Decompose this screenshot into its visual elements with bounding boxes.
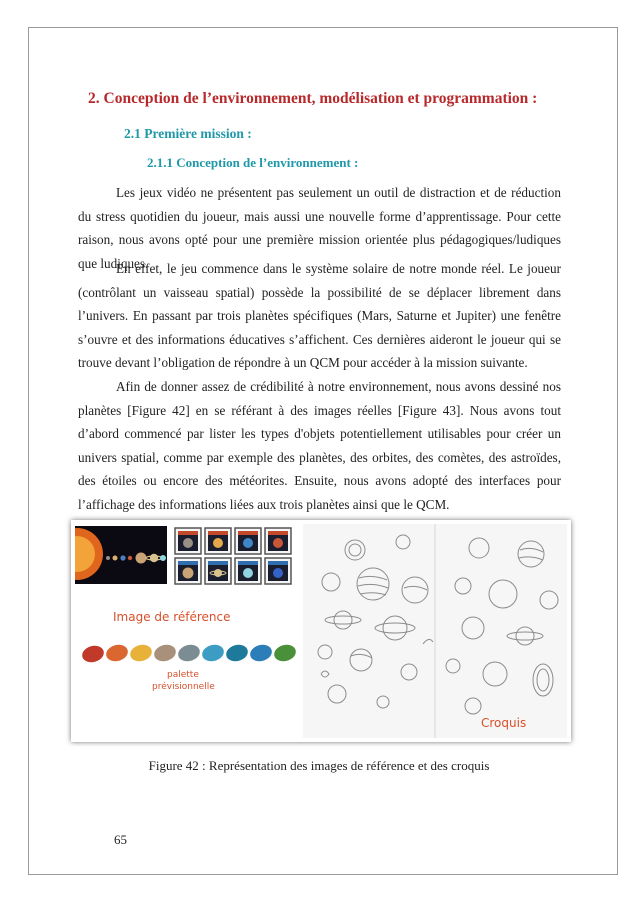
planet-cards	[175, 528, 291, 584]
figure-42	[71, 520, 571, 742]
color-palette	[80, 642, 297, 664]
page-number: 65	[114, 832, 127, 847]
palette-label-line1: palette	[167, 670, 199, 680]
subsubsection-heading: 2.1.1 Conception de l’environnement :	[147, 155, 359, 170]
reference-label: Image de référence	[113, 610, 231, 624]
section-heading: 2. Conception de l’environnement, modélisation et programmation :	[88, 90, 538, 107]
paragraph-3: Afin de donner assez de crédibilité à notre environnement, nous avons dessiné nos planètes [Figure 42] en se référant à des images réelles [Figure 43]. Nous avons tout d’abord commencé par lister les types d'objets potentiellement utilisables pour créer un univers spatial, comme par exemple des planètes, des orbites, des comètes, des astroïdes, des étoiles ou encore des météorites. Ensuite, nous avons adopté des interfaces pour l’affichage des informations liées aux trois planètes ainsi que le QCM.	[78, 379, 561, 512]
sketch-illustration	[303, 524, 567, 738]
reference-illustration	[75, 524, 303, 738]
sketch-panel	[303, 524, 567, 738]
figure-caption: Figure 42 : Représentation des images de référence et des croquis	[148, 758, 490, 773]
reference-panel	[75, 524, 303, 738]
sketch-label: Croquis	[481, 716, 527, 730]
subsection-heading: 2.1 Première mission :	[124, 126, 252, 141]
paragraph-1: Les jeux vidéo ne présentent pas seulement un outil de distraction et de réduction du stress quotidien du joueur, mais aussi une nouvelle forme d’apprentissage. Pour cette raison, nous avons opté pour une première mission orientée plus pédagogiques/ludiques que ludiques.	[78, 185, 561, 271]
palette-label-line2: prévisionnelle	[152, 682, 215, 692]
paragraph-2: En effet, le jeu commence dans le système solaire de notre monde réel. Le joueur (contrôlant un vaisseau spatial) possède la possibilité de se déplacer librement dans l’univers. En passant par trois planètes spécifiques (Mars, Saturne et Jupiter) une fenêtre s’ouvre et des informations éducatives s’affichent. Ces dernières aideront le joueur qui se trouve devant l’obligation de répondre à un QCM pour accéder à la mission suivante.	[78, 261, 561, 371]
